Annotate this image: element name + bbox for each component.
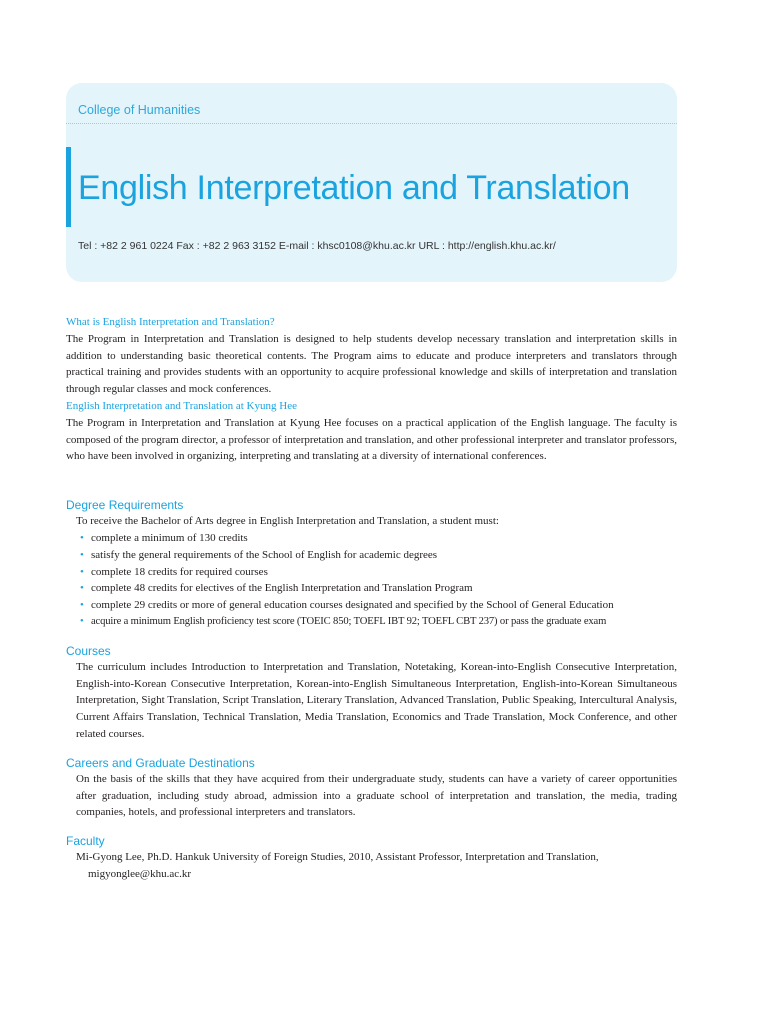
requirement-item: • complete 18 credits for required courses bbox=[80, 564, 677, 581]
header-box bbox=[66, 83, 677, 282]
requirement-item: • satisfy the general requirements of the School of English for academic degrees bbox=[80, 547, 677, 564]
contact-info: Tel : +82 2 961 0224 Fax : +82 2 963 3152 E-mail : khsc0108@khu.ac.kr URL : http://english.khu.ac.kr/ bbox=[78, 240, 556, 252]
courses-heading: Courses bbox=[66, 643, 111, 658]
faculty-email: migyonglee@khu.ac.kr bbox=[88, 867, 191, 880]
college-label: College of Humanities bbox=[78, 103, 201, 117]
degree-lead: To receive the Bachelor of Arts degree in English Interpretation and Translation, a student must: bbox=[76, 515, 499, 528]
careers-body: On the basis of the skills that they have acquired from their undergraduate study, students can have a variety of career opportunities after graduation, including study abroad, admission into a graduate school of interpretation and translation, the media, trading companies, hotels, and professional interpreters and translators. bbox=[76, 772, 677, 819]
courses-body: The curriculum includes Introduction to Interpretation and Translation, Notetaking, Korean-into-English Consecutive Interpretation, English-into-Korean Consecutive Interpretation, Korean-into-English Simultaneous Interpretation, English-into-Korean Simultaneous Interpretation, Sight Translation, Script Translation, Literary Translation, Advanced Translation, Public Speaking, Intercultural Analysis, Current Affairs Translation, Technical Translation, Media Translation, Economics and Trade Translation, Mock Conference, and other related courses. bbox=[76, 660, 677, 740]
main-content bbox=[66, 314, 677, 883]
what-body: The Program in Interpretation and Translation is designed to help students develop necessary translation and interpretation skills in addition to understanding basic theoretical contents. The Program aims to educate and produce interpreters and translators through practical training and provides students with an opportunity to acquire professional knowledge and skills of interpretation and translation through regular classes and mock conferences. bbox=[66, 332, 677, 396]
requirement-item: • complete 29 credits or more of general education courses designated and specified by the School of General Education bbox=[80, 597, 677, 614]
careers-heading: Careers and Graduate Destinations bbox=[66, 755, 255, 770]
faculty-heading: Faculty bbox=[66, 834, 105, 849]
title-accent-bar bbox=[66, 147, 71, 227]
requirement-item: • acquire a minimum English proficiency test score (TOEIC 850; TOEFL IBT 92; TOEFL CBT 237) or pass the graduate exam bbox=[80, 614, 677, 631]
khu-heading: English Interpretation and Translation at Kyung Hee bbox=[66, 399, 297, 412]
what-heading: What is English Interpretation and Translation? bbox=[66, 316, 275, 328]
degree-heading: Degree Requirements bbox=[66, 498, 184, 513]
requirement-item: • complete 48 credits for electives of the English Interpretation and Translation Program bbox=[80, 580, 677, 597]
khu-body: The Program in Interpretation and Translation at Kyung Hee focuses on a practical application of the English language. The faculty is composed of the program director, a professor of interpretation and translation, and other professional interpreter and translator professors, who have been involved in organizing, interpreting and translating at a diversity of international conferences. bbox=[66, 416, 677, 463]
faculty-member: Mi-Gyong Lee, Ph.D. Hankuk University of Foreign Studies, 2010, Assistant Professor, Interpretation and Translation, bbox=[76, 851, 599, 864]
requirement-item: • complete a minimum of 130 credits bbox=[80, 530, 677, 547]
dotted-divider bbox=[66, 123, 677, 124]
page-title: English Interpretation and Translation bbox=[78, 169, 630, 207]
degree-requirements-list bbox=[66, 530, 677, 631]
